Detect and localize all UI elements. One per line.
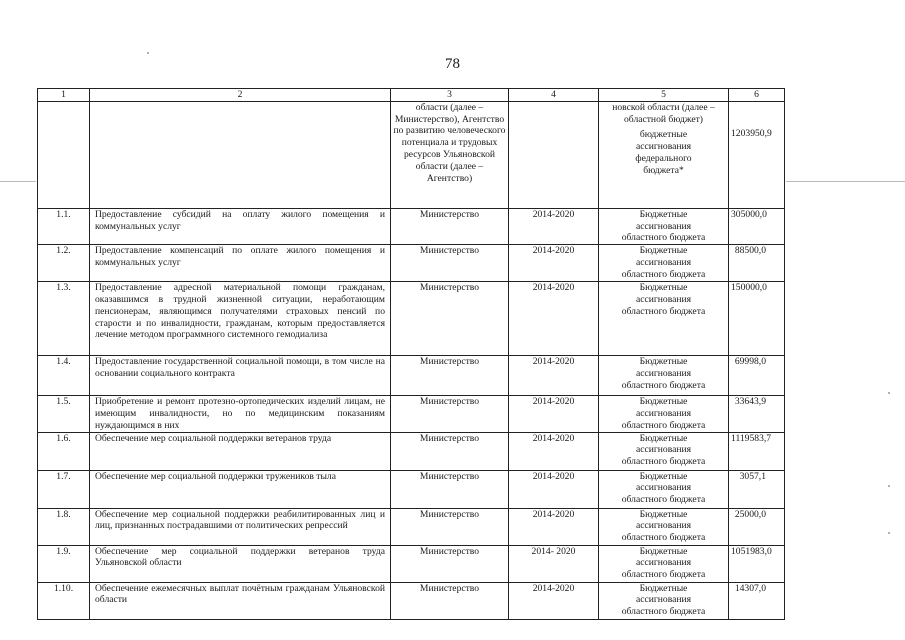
source-line: бюджетные ассигнования федерального бюджета* (635, 129, 692, 176)
header-cell: 6 (729, 89, 785, 102)
cell-source: Бюджетные ассигнования областного бюджета (599, 470, 729, 508)
cell-name: Предоставление субсидий на оплату жилого помещения и коммунальных услуг (90, 208, 391, 244)
cell-executor: Министерство (391, 508, 509, 545)
table-row (38, 582, 785, 619)
table-row (38, 508, 785, 545)
table-row (38, 545, 785, 582)
cell-source: Бюджетные ассигнования областного бюджета (599, 245, 729, 282)
cell-num (38, 101, 90, 208)
header-cell: 1 (38, 89, 90, 102)
cell-executor: Министерство (391, 582, 509, 619)
cell-num: 1.8. (38, 508, 90, 545)
cell-name: Обеспечение мер социальной поддержки тружеников тыла (90, 470, 391, 508)
cell-name: Предоставление компенсаций по оплате жилого помещения и коммунальных услуг (90, 245, 391, 282)
cell-period: 2014-2020 (509, 470, 599, 508)
cell-period: 2014- 2020 (509, 545, 599, 582)
cell-executor: Министерство (391, 396, 509, 432)
cell-source: Бюджетные ассигнования областного бюджета (599, 396, 729, 432)
cell-amount: 33643,9 (729, 396, 785, 432)
cell-amount: 69998,0 (729, 356, 785, 396)
cell-num: 1.4. (38, 356, 90, 396)
cell-num: 1.10. (38, 582, 90, 619)
cell-name: Предоставление государственной социальной помощи, в том числе на основании социального контракта (90, 356, 391, 396)
cell-executor: Министерство (391, 282, 509, 356)
cell-num: 1.3. (38, 282, 90, 356)
cell-amount: 88500,0 (729, 245, 785, 282)
scan-artifact (888, 532, 890, 534)
cell-amount: 150000,0 (729, 282, 785, 356)
cell-amount: 1119583,7 (729, 432, 785, 470)
cell-name: Приобретение и ремонт протезно-ортопедических изделий лицам, не имеющим инвалидности, но по медицинским показаниям нуждающимся в них (90, 396, 391, 432)
table-row (38, 396, 785, 432)
header-row (38, 89, 785, 102)
cell-period: 2014-2020 (509, 508, 599, 545)
scan-artifact (786, 181, 905, 182)
cell-name: Обеспечение мер социальной поддержки реабилитированных лиц и лиц, признанных пострадавшими от политических репрессий (90, 508, 391, 545)
header-cell: 5 (599, 89, 729, 102)
scan-artifact (0, 181, 36, 182)
source-line: новской области (далее – областной бюджет) (612, 101, 715, 125)
cell-num: 1.5. (38, 396, 90, 432)
header-cell: 4 (509, 89, 599, 102)
cell-period (509, 101, 599, 208)
cell-executor: Министерство (391, 470, 509, 508)
cell-num: 1.2. (38, 245, 90, 282)
cell-amount: 25000,0 (729, 508, 785, 545)
table-row (38, 245, 785, 282)
cell-amount: 1051983,0 (729, 545, 785, 582)
cell-source: Бюджетные ассигнования областного бюджета (599, 508, 729, 545)
cell-name: Предоставление адресной материальной помощи гражданам, оказавшимся в трудной жизненной ситуации, неработающим пенсионерам, являющимся получателями страховых пенсий по старости и по инвалидности, гражданам, которым предоставляется лечение методом программного системного гемодиализа (90, 282, 391, 356)
cell-source (599, 101, 729, 208)
cell-period: 2014-2020 (509, 432, 599, 470)
cell-num: 1.9. (38, 545, 90, 582)
header-cell: 3 (391, 89, 509, 102)
table-row (38, 282, 785, 356)
table-row (38, 432, 785, 470)
cell-executor: Министерство (391, 545, 509, 582)
cell-amount (729, 101, 785, 208)
cell-period: 2014-2020 (509, 356, 599, 396)
cell-name: Обеспечение ежемесячных выплат почётным гражданам Ульяновской области (90, 582, 391, 619)
cell-period: 2014-2020 (509, 208, 599, 244)
cell-num: 1.6. (38, 432, 90, 470)
cell-num: 1.7. (38, 470, 90, 508)
cell-period: 2014-2020 (509, 396, 599, 432)
cell-source: Бюджетные ассигнования областного бюджета (599, 582, 729, 619)
continuation-row (38, 101, 785, 208)
cell-source: Бюджетные ассигнования областного бюджета (599, 432, 729, 470)
cell-executor: Министерство (391, 245, 509, 282)
cell-period: 2014-2020 (509, 582, 599, 619)
table-row (38, 208, 785, 244)
scan-artifact (888, 485, 890, 487)
cell-source: Бюджетные ассигнования областного бюджета (599, 545, 729, 582)
cell-name: Обеспечение мер социальной поддержки ветеранов труда (90, 432, 391, 470)
cell-executor: Министерство (391, 432, 509, 470)
cell-name (90, 101, 391, 208)
cell-executor: области (далее – Министерство), Агентство по развитию человеческого потенциала и трудовых ресурсов Ульяновской области (далее – Агентство) (391, 101, 509, 208)
amount-value: 1203950,9 (731, 127, 772, 139)
cell-name: Обеспечение мер социальной поддержки ветеранов труда Ульяновской области (90, 545, 391, 582)
cell-executor: Министерство (391, 208, 509, 244)
cell-source: Бюджетные ассигнования областного бюджета (599, 282, 729, 356)
header-cell: 2 (90, 89, 391, 102)
program-table (37, 88, 785, 620)
page-number: 78 (445, 56, 460, 72)
scan-artifact (888, 392, 890, 394)
cell-source: Бюджетные ассигнования областного бюджета (599, 208, 729, 244)
cell-num: 1.1. (38, 208, 90, 244)
cell-period: 2014-2020 (509, 245, 599, 282)
scan-artifact (147, 52, 149, 54)
cell-amount: 14307,0 (729, 582, 785, 619)
cell-amount: 3057,1 (729, 470, 785, 508)
cell-source: Бюджетные ассигнования областного бюджета (599, 356, 729, 396)
cell-executor: Министерство (391, 356, 509, 396)
table-row (38, 470, 785, 508)
table-row (38, 356, 785, 396)
cell-period: 2014-2020 (509, 282, 599, 356)
cell-amount: 305000,0 (729, 208, 785, 244)
